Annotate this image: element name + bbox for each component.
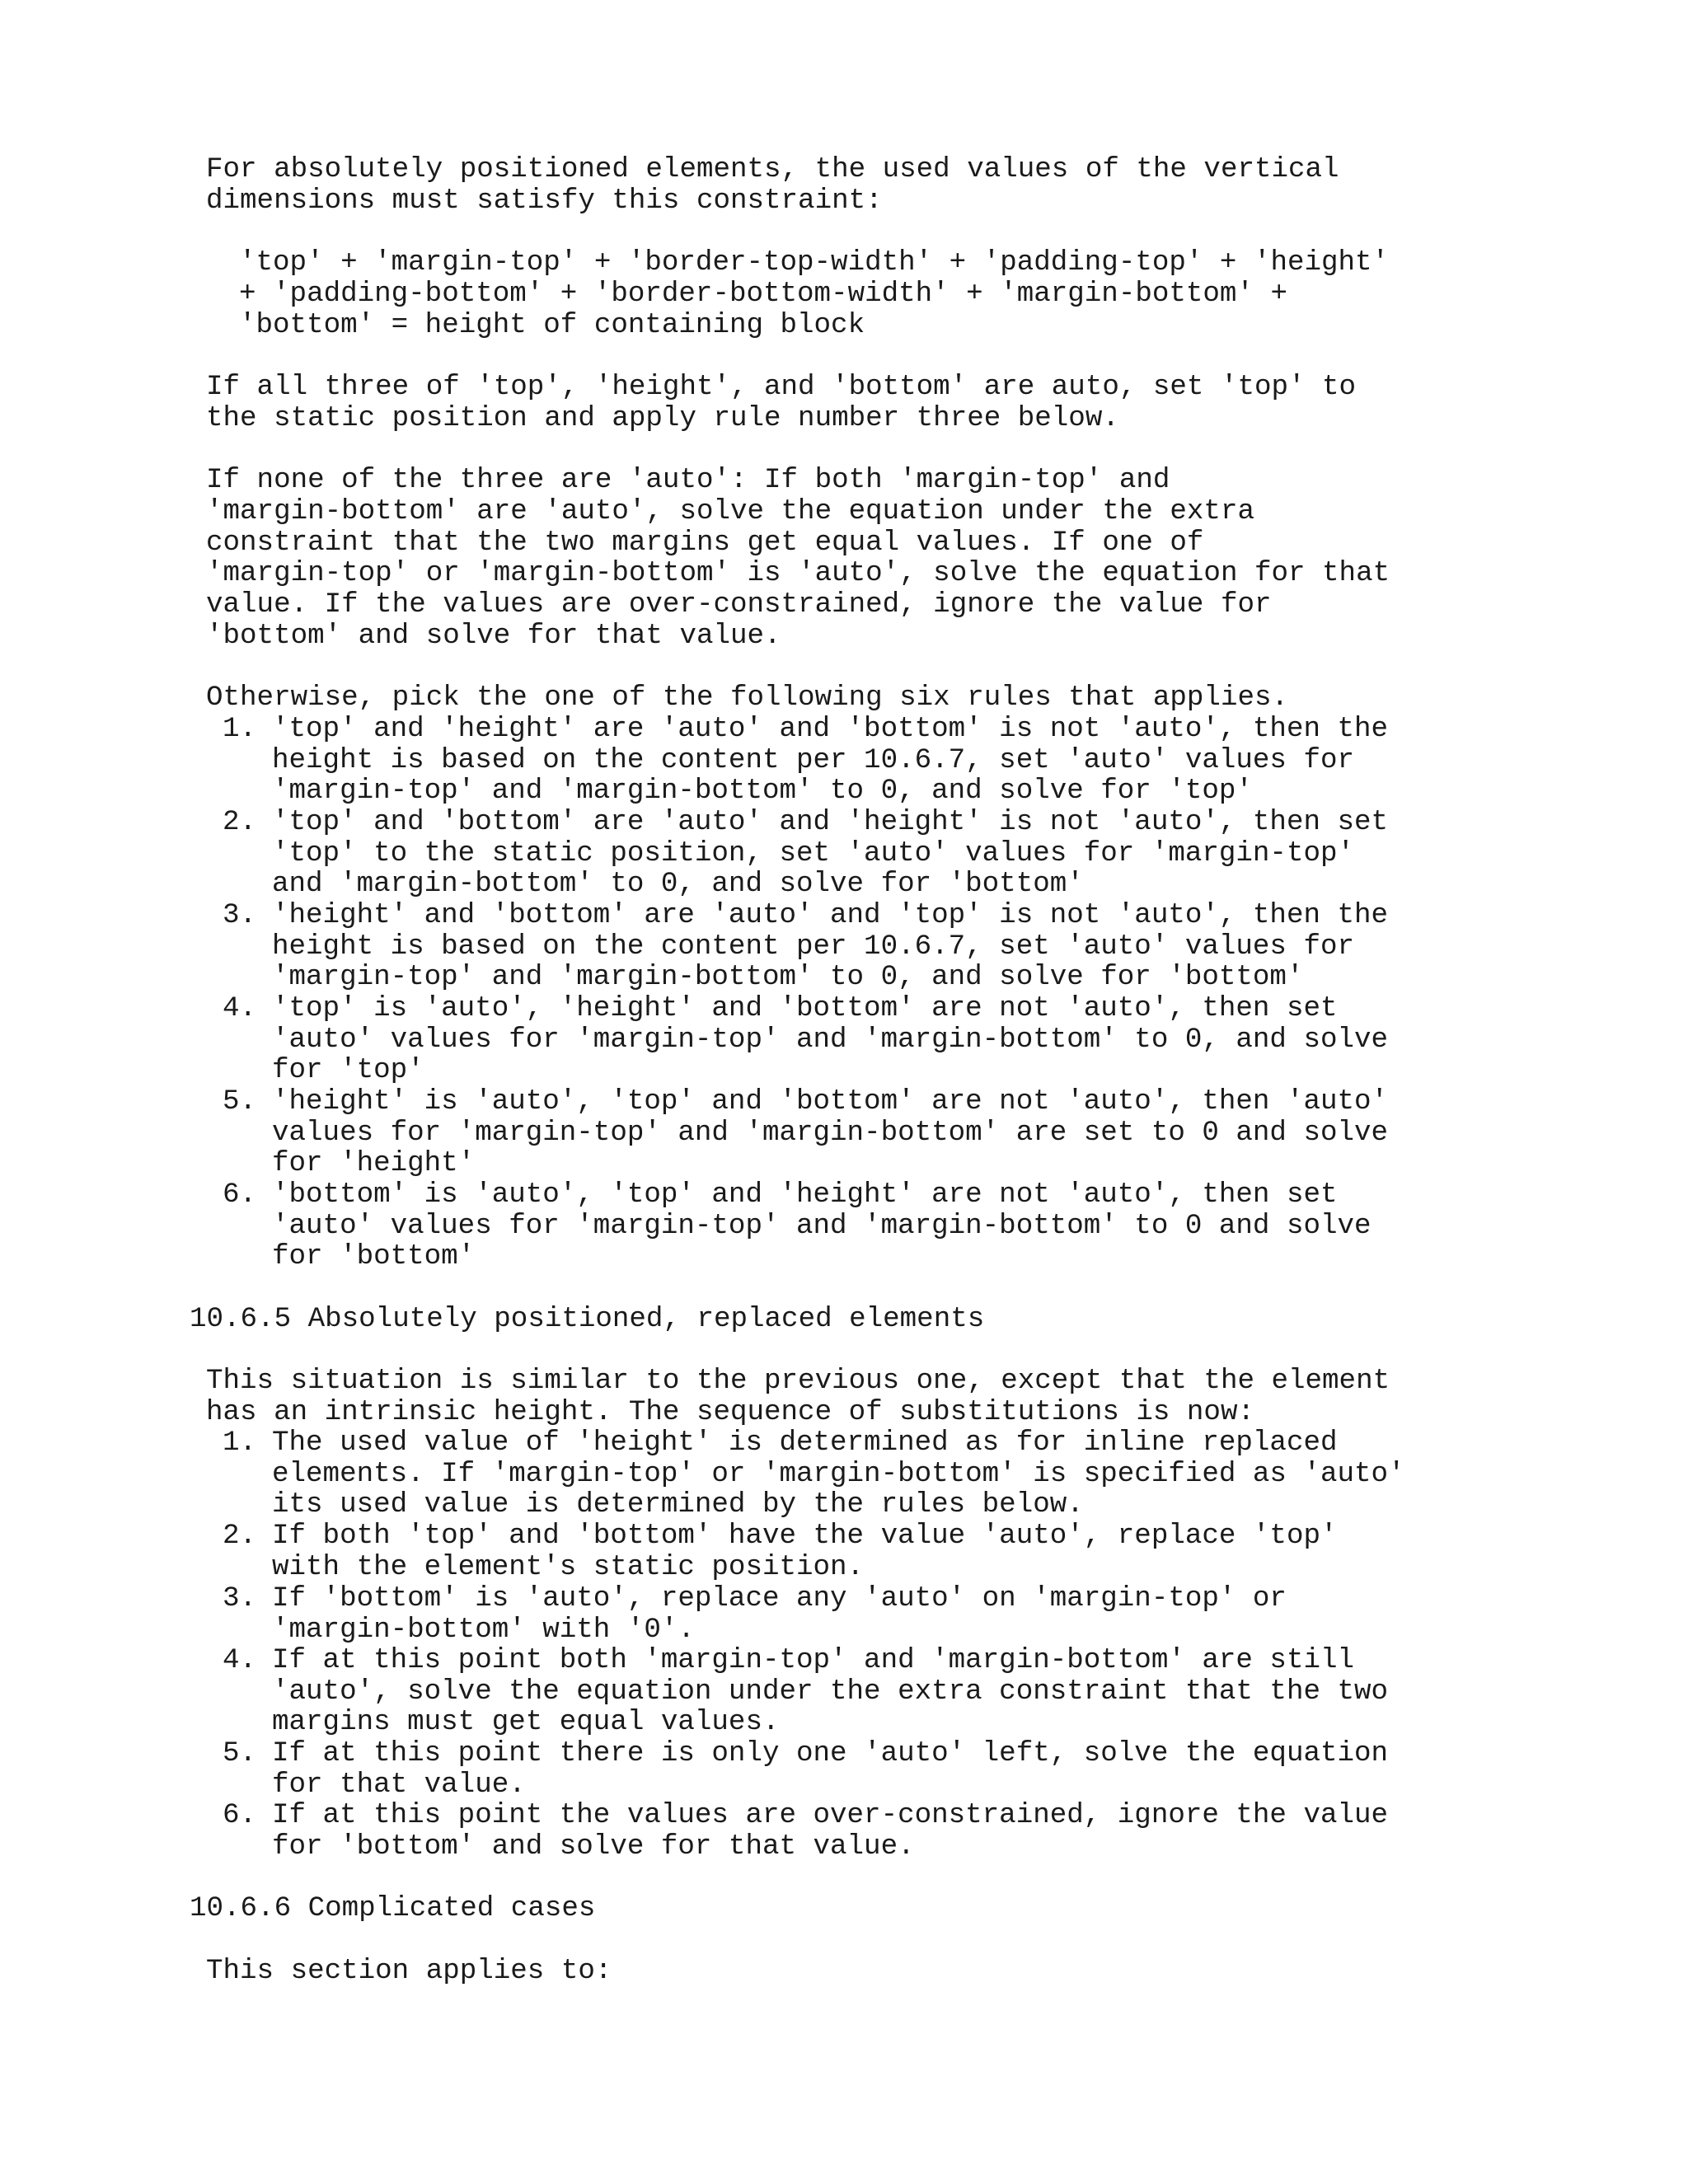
step-number: 1. (223, 1427, 257, 1459)
rule-number: 4. (223, 993, 257, 1024)
rule-number: 2. (223, 807, 257, 838)
rule-text-line: height is based on the content per 10.6.7, set 'auto' values for (272, 930, 1355, 963)
rule-text-line: 'margin-top' and 'margin-bottom' to 0, and solve for 'bottom' (272, 962, 1304, 994)
rule-text-line: 'top' to the static position, set 'auto' values for 'margin-top' (272, 837, 1355, 869)
rule-text-line: for 'height' (272, 1148, 476, 1180)
none-auto-line-2: 'margin-bottom' are 'auto', solve the equation under the extra (206, 496, 1254, 527)
rule-number: 1. (223, 714, 257, 745)
step-text-line: with the element's static position. (272, 1551, 865, 1583)
rule-text-line: for 'top' (272, 1055, 424, 1087)
step-text-line: If 'bottom' is 'auto', replace any 'auto' on 'margin-top' or (272, 1583, 1287, 1615)
step-text-line: If at this point both 'margin-top' and 'margin-bottom' are still (272, 1645, 1355, 1676)
step-text-line: The used value of 'height' is determined as for inline replaced (272, 1427, 1338, 1459)
rule-text-line: 'top' is 'auto', 'height' and 'bottom' are not 'auto', then set (272, 993, 1338, 1024)
rule-text-line: 'auto' values for 'margin-top' and 'margin-bottom' to 0 and solve (272, 1210, 1372, 1242)
step-text-line: If both 'top' and 'bottom' have the value 'auto', replace 'top' (272, 1521, 1338, 1552)
step-number: 6. (223, 1800, 257, 1831)
step-number: 2. (223, 1521, 257, 1552)
rule-text-line: 'bottom' is 'auto', 'top' and 'height' are not 'auto', then set (272, 1179, 1338, 1211)
step-text-line: elements. If 'margin-top' or 'margin-bottom' is specified as 'auto' (272, 1458, 1405, 1490)
rule-text-line: 'height' is 'auto', 'top' and 'bottom' are not 'auto', then 'auto' (272, 1086, 1389, 1118)
none-auto-line-3: constraint that the two margins get equal values. If one of (206, 527, 1204, 559)
replaced-intro-line-2: has an intrinsic height. The sequence of substitutions is now: (206, 1397, 1254, 1428)
complicated-intro-line: This section applies to: (206, 1956, 612, 1987)
step-number: 3. (223, 1583, 257, 1615)
step-text-line: If at this point the values are over-constrained, ignore the value (272, 1800, 1389, 1831)
constraint-line-1: 'top' + 'margin-top' + 'border-top-width' + 'padding-top' + 'height' (239, 247, 1390, 279)
rule-text-line: for 'bottom' (272, 1241, 476, 1273)
replaced-intro-line-1: This situation is similar to the previous one, except that the element (206, 1366, 1390, 1397)
step-text-line: 'auto', solve the equation under the extra constraint that the two (272, 1675, 1389, 1708)
rule-number: 3. (223, 900, 257, 931)
step-text-line: for 'bottom' and solve for that value. (272, 1830, 915, 1863)
step-number: 5. (223, 1738, 257, 1769)
otherwise-line: Otherwise, pick the one of the following six rules that applies. (206, 682, 1289, 714)
rule-text-line: 'height' and 'bottom' are 'auto' and 'top' is not 'auto', then the (272, 900, 1389, 931)
none-auto-line-6: 'bottom' and solve for that value. (206, 621, 781, 652)
section-heading-10-6-5: 10.6.5 Absolutely positioned, replaced elements (190, 1304, 985, 1335)
rule-text-line: and 'margin-bottom' to 0, and solve for 'bottom' (272, 869, 1084, 901)
rule-number: 5. (223, 1086, 257, 1118)
rule-text-line: 'top' and 'height' are 'auto' and 'bottom' is not 'auto', then the (272, 714, 1389, 745)
all-auto-line-2: the static position and apply rule number three below. (206, 403, 1119, 434)
step-text-line: its used value is determined by the rules below. (272, 1489, 1084, 1521)
none-auto-line-5: value. If the values are over-constrained, ignore the value for (206, 589, 1272, 621)
rule-text-line: values for 'margin-top' and 'margin-bottom' are set to 0 and solve (272, 1117, 1389, 1149)
rule-text-line: 'auto' values for 'margin-top' and 'margin-bottom' to 0, and solve (272, 1024, 1389, 1056)
none-auto-line-4: 'margin-top' or 'margin-bottom' is 'auto', solve the equation for that (206, 558, 1390, 589)
step-number: 4. (223, 1645, 257, 1676)
rule-text-line: height is based on the content per 10.6.7, set 'auto' values for (272, 744, 1355, 776)
intro-line-2: dimensions must satisfy this constraint: (206, 185, 883, 217)
all-auto-line-1: If all three of 'top', 'height', and 'bottom' are auto, set 'top' to (206, 372, 1357, 403)
intro-line-1: For absolutely positioned elements, the used values of the vertical (206, 154, 1339, 185)
step-text-line: If at this point there is only one 'auto' left, solve the equation (272, 1738, 1389, 1769)
none-auto-line-1: If none of the three are 'auto': If both 'margin-top' and (206, 465, 1170, 496)
step-text-line: 'margin-bottom' with '0'. (272, 1614, 695, 1646)
section-heading-10-6-6: 10.6.6 Complicated cases (190, 1893, 596, 1924)
step-text-line: for that value. (272, 1769, 526, 1801)
rule-text-line: 'margin-top' and 'margin-bottom' to 0, and solve for 'top' (272, 776, 1253, 808)
constraint-line-2: + 'padding-bottom' + 'border-bottom-width' + 'margin-bottom' + (239, 279, 1287, 310)
step-text-line: margins must get equal values. (272, 1707, 780, 1739)
constraint-line-3: 'bottom' = height of containing block (239, 310, 865, 341)
rule-text-line: 'top' and 'bottom' are 'auto' and 'height' is not 'auto', then set (272, 807, 1389, 838)
rule-number: 6. (223, 1179, 257, 1211)
